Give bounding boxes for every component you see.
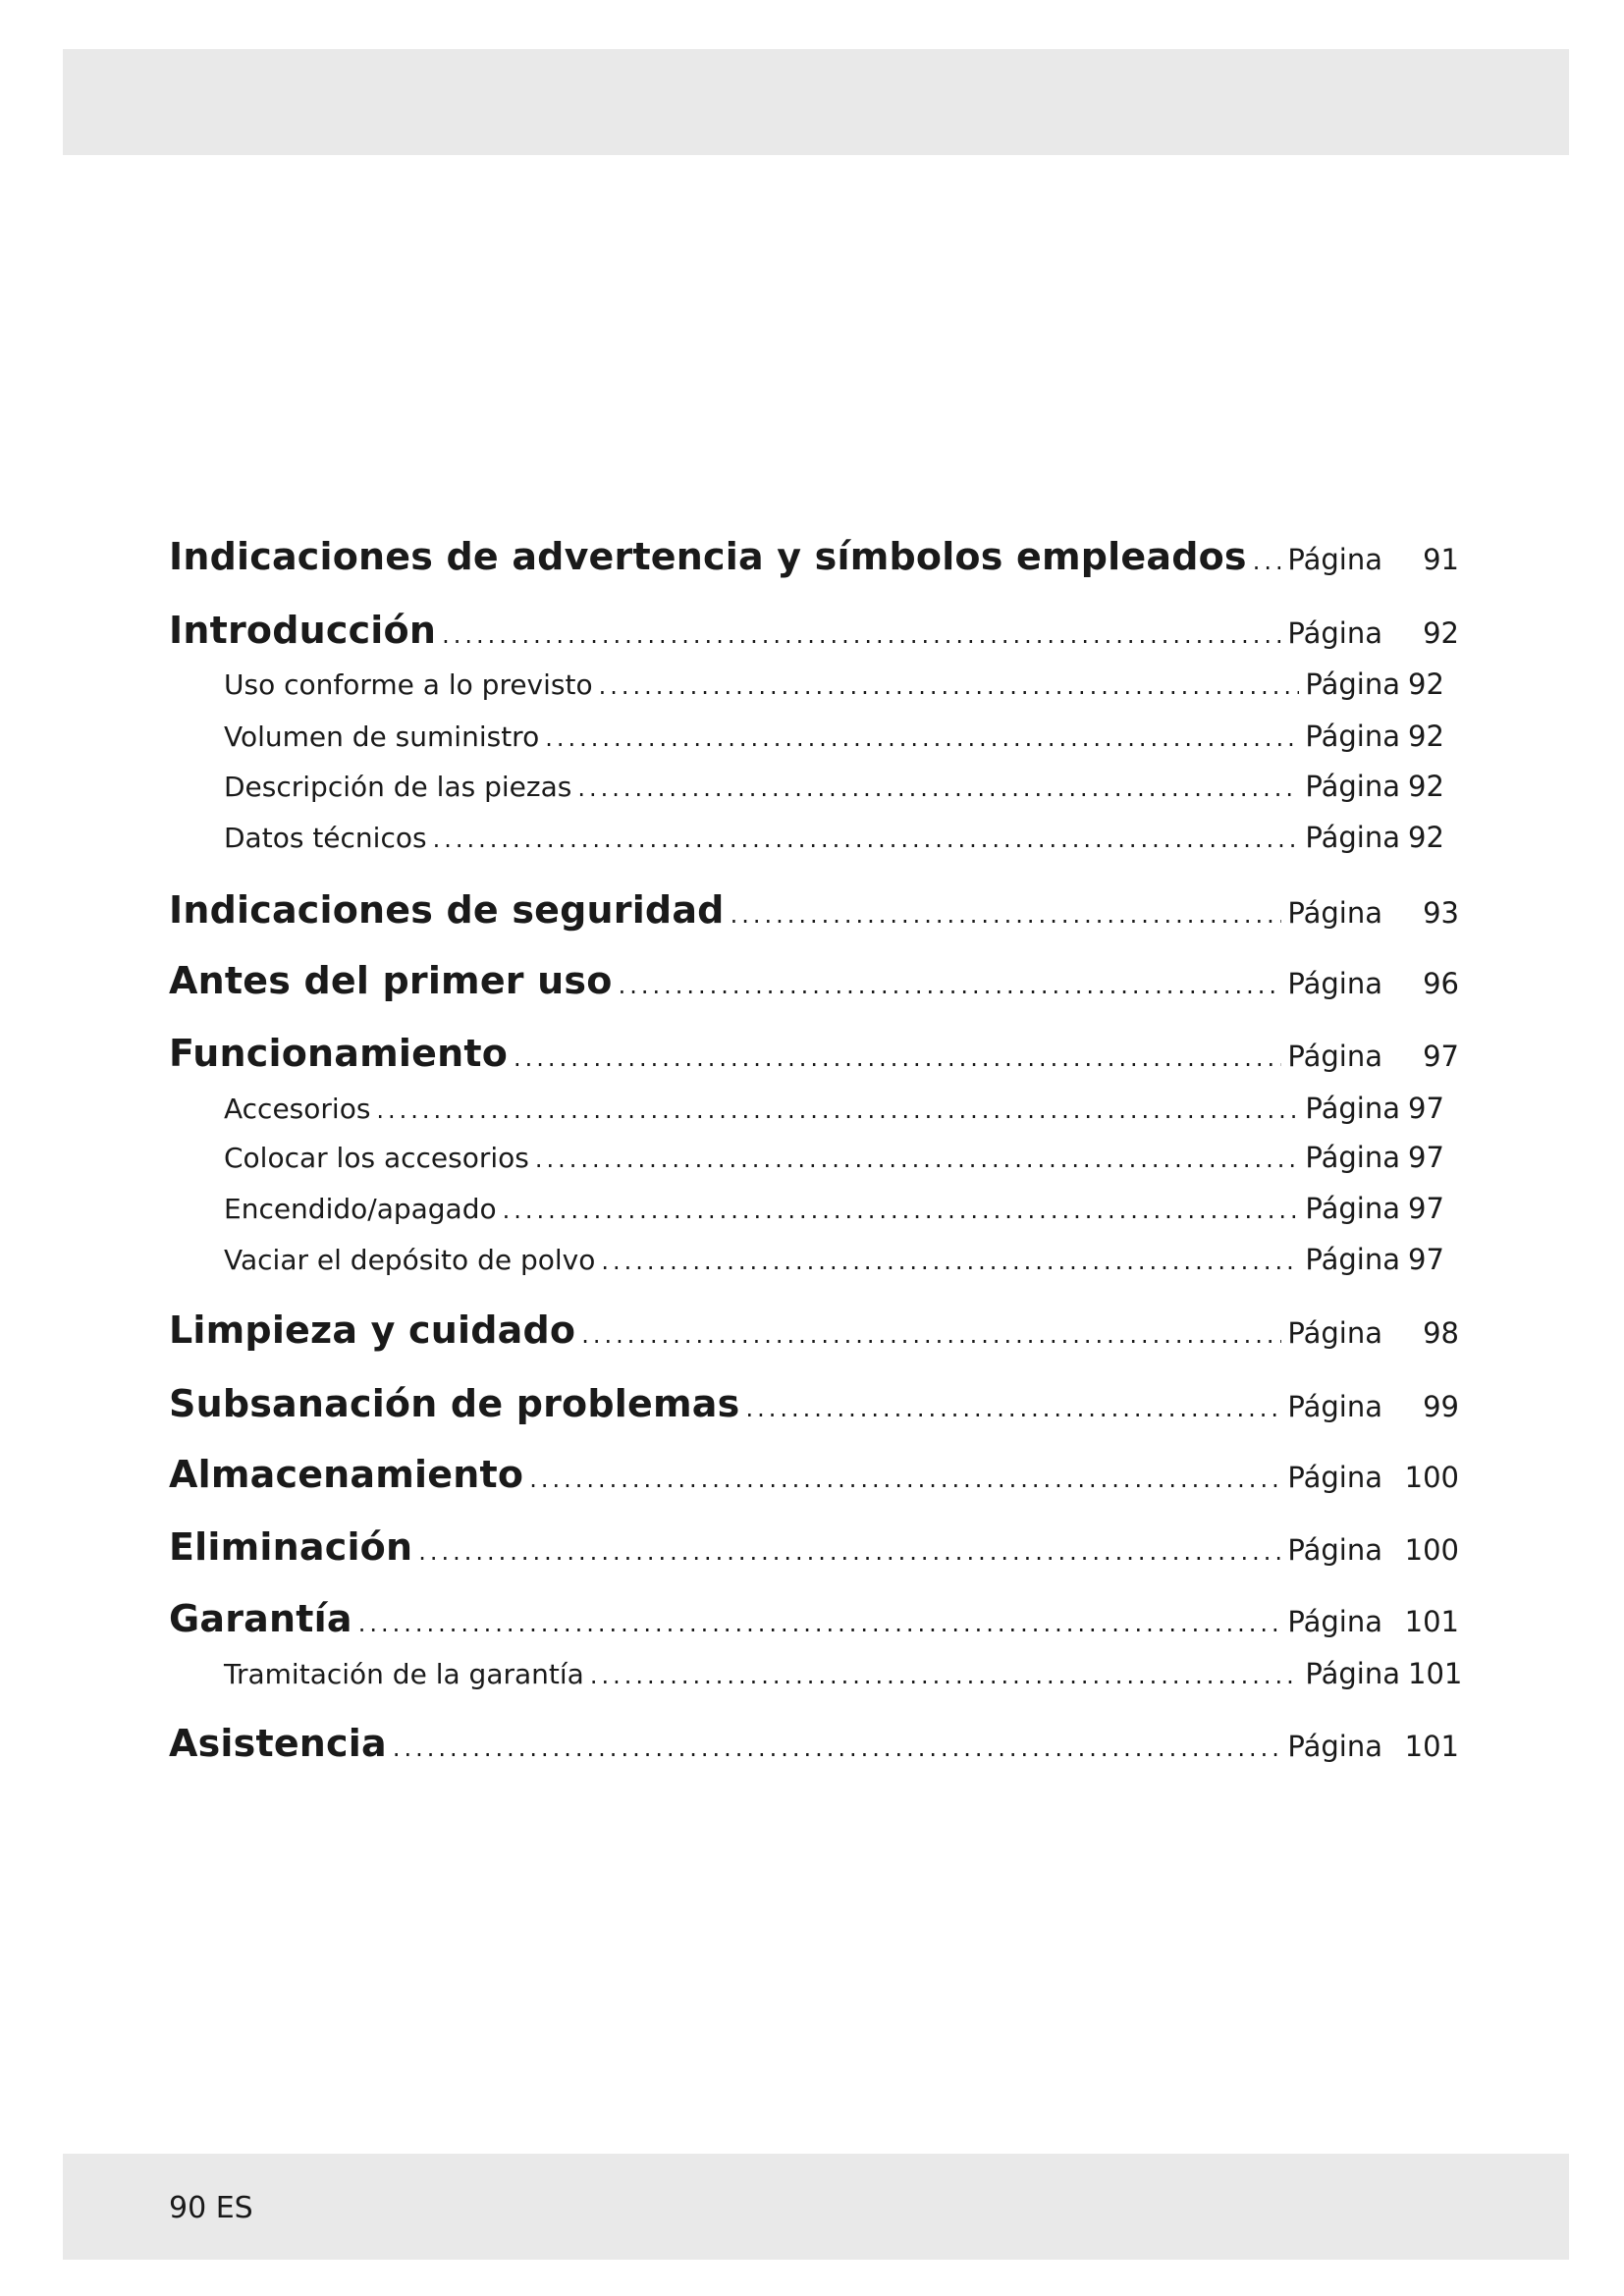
toc-entry-title: Limpieza y cuidado bbox=[169, 1308, 576, 1352]
toc-page-label: Página bbox=[1305, 1141, 1400, 1174]
toc-entry[interactable] bbox=[169, 1382, 1459, 1443]
dot-leader bbox=[590, 1662, 1300, 1689]
toc-subentry-title: Datos técnicos bbox=[224, 822, 427, 854]
toc-entry-title: Garantía bbox=[169, 1597, 352, 1640]
toc-page-label: Página bbox=[1305, 1192, 1400, 1225]
dot-leader bbox=[1253, 548, 1282, 575]
toc-page-label: Página bbox=[1305, 770, 1400, 803]
toc-page-label: Página bbox=[1287, 543, 1382, 576]
toc-subentry[interactable] bbox=[224, 1141, 1465, 1190]
toc-page-number: 92 bbox=[1408, 720, 1444, 753]
toc-subentry[interactable] bbox=[224, 1243, 1465, 1292]
toc-page-label: Página bbox=[1287, 896, 1382, 930]
toc-page-number: 100 bbox=[1404, 1533, 1459, 1567]
toc-page-label: Página bbox=[1305, 1092, 1400, 1125]
toc-subentry[interactable] bbox=[224, 667, 1465, 717]
toc-page-label: Página bbox=[1287, 1390, 1382, 1423]
dot-leader bbox=[358, 1610, 1282, 1637]
toc-page-number: 101 bbox=[1404, 1605, 1459, 1638]
toc-page-label: Página bbox=[1287, 1316, 1382, 1350]
dot-leader bbox=[433, 826, 1300, 853]
toc-page-number: 92 bbox=[1408, 770, 1444, 803]
footer-band bbox=[63, 2154, 1569, 2260]
toc-page-label: Página bbox=[1305, 720, 1400, 753]
toc-entry-title: Indicaciones de seguridad bbox=[169, 888, 725, 932]
toc-subentry-title: Vaciar el depósito de polvo bbox=[224, 1244, 596, 1276]
toc-subentry[interactable] bbox=[224, 821, 1465, 870]
dot-leader bbox=[514, 1044, 1281, 1072]
toc-page-number: 93 bbox=[1423, 896, 1459, 930]
dot-leader bbox=[442, 621, 1281, 649]
toc-page-number: 101 bbox=[1408, 1657, 1463, 1690]
header-band bbox=[63, 49, 1569, 155]
toc-page-label: Página bbox=[1287, 1461, 1382, 1494]
toc-entry-title: Eliminación bbox=[169, 1525, 413, 1569]
toc-page-number: 91 bbox=[1423, 543, 1459, 576]
toc-page-label: Página bbox=[1287, 1605, 1382, 1638]
toc-page-number: 97 bbox=[1408, 1141, 1444, 1174]
toc-entry[interactable] bbox=[169, 1597, 1459, 1658]
toc-page-label: Página bbox=[1287, 1533, 1382, 1567]
toc-subentry-title: Volumen de suministro bbox=[224, 721, 540, 753]
toc-subentry-title: Uso conforme a lo previsto bbox=[224, 668, 593, 701]
toc-entry[interactable] bbox=[169, 959, 1459, 1020]
toc-entry-title: Funcionamiento bbox=[169, 1032, 509, 1075]
toc-page-number: 92 bbox=[1423, 616, 1459, 650]
toc-page-label: Página bbox=[1287, 1040, 1382, 1073]
toc-page-number: 92 bbox=[1408, 821, 1444, 854]
dot-leader bbox=[529, 1466, 1281, 1493]
toc-subentry-title: Accesorios bbox=[224, 1093, 371, 1125]
toc-page-label: Página bbox=[1305, 1657, 1400, 1690]
toc-page-number: 100 bbox=[1404, 1461, 1459, 1494]
toc-entry[interactable] bbox=[169, 1722, 1459, 1783]
toc-page-label: Página bbox=[1287, 1730, 1382, 1763]
toc-subentry-title: Descripción de las piezas bbox=[224, 771, 572, 803]
toc-page-label: Página bbox=[1287, 967, 1382, 1000]
dot-leader bbox=[599, 672, 1300, 700]
toc-page-number: 99 bbox=[1423, 1390, 1459, 1423]
toc-subentry-title: Tramitación de la garantía bbox=[224, 1658, 584, 1690]
toc-entry-title: Indicaciones de advertencia y símbolos empleados bbox=[169, 535, 1247, 578]
page-number-footer: 90 ES bbox=[169, 2191, 253, 2225]
toc-page-number: 92 bbox=[1408, 667, 1444, 701]
toc-page-number: 97 bbox=[1423, 1040, 1459, 1073]
toc-page-label: Página bbox=[1287, 616, 1382, 650]
dot-leader bbox=[418, 1538, 1281, 1566]
toc-page-label: Página bbox=[1305, 1243, 1400, 1276]
toc-subentry[interactable] bbox=[224, 770, 1465, 819]
dot-leader bbox=[503, 1197, 1300, 1224]
toc-entry-title: Subsanación de problemas bbox=[169, 1382, 740, 1425]
toc-subentry[interactable] bbox=[224, 720, 1465, 769]
toc-page-label: Página bbox=[1305, 667, 1400, 701]
toc-entry[interactable] bbox=[169, 1308, 1459, 1369]
toc-page-number: 96 bbox=[1423, 967, 1459, 1000]
toc-entry[interactable] bbox=[169, 1525, 1459, 1586]
toc-entry-title: Asistencia bbox=[169, 1722, 387, 1765]
toc-page-number: 101 bbox=[1404, 1730, 1459, 1763]
toc-entry[interactable] bbox=[169, 535, 1459, 596]
toc-page-number: 97 bbox=[1408, 1092, 1444, 1125]
toc-entry-title: Almacenamiento bbox=[169, 1453, 524, 1496]
toc-subentry[interactable] bbox=[224, 1192, 1465, 1241]
dot-leader bbox=[581, 1321, 1281, 1349]
dot-leader bbox=[545, 724, 1299, 752]
toc-page-number: 98 bbox=[1423, 1316, 1459, 1350]
toc-entry-title: Antes del primer uso bbox=[169, 959, 613, 1002]
toc-subentry[interactable] bbox=[224, 1657, 1465, 1706]
dot-leader bbox=[535, 1146, 1300, 1173]
dot-leader bbox=[376, 1096, 1299, 1124]
dot-leader bbox=[393, 1735, 1282, 1762]
toc-entry[interactable] bbox=[169, 609, 1459, 669]
dot-leader bbox=[745, 1395, 1281, 1422]
toc-page-label: Página bbox=[1305, 821, 1400, 854]
toc-subentry-title: Colocar los accesorios bbox=[224, 1142, 529, 1174]
dot-leader bbox=[731, 901, 1282, 929]
toc-subentry[interactable] bbox=[224, 1092, 1465, 1141]
toc-page-number: 97 bbox=[1408, 1243, 1444, 1276]
dot-leader bbox=[577, 774, 1299, 802]
toc-entry[interactable] bbox=[169, 888, 1459, 949]
toc-subentry-title: Encendido/apagado bbox=[224, 1193, 497, 1225]
dot-leader bbox=[619, 972, 1282, 999]
toc-entry[interactable] bbox=[169, 1453, 1459, 1514]
toc-entry-title: Introducción bbox=[169, 609, 437, 652]
toc-page-number: 97 bbox=[1408, 1192, 1444, 1225]
dot-leader bbox=[601, 1248, 1299, 1275]
toc-entry[interactable] bbox=[169, 1032, 1459, 1093]
